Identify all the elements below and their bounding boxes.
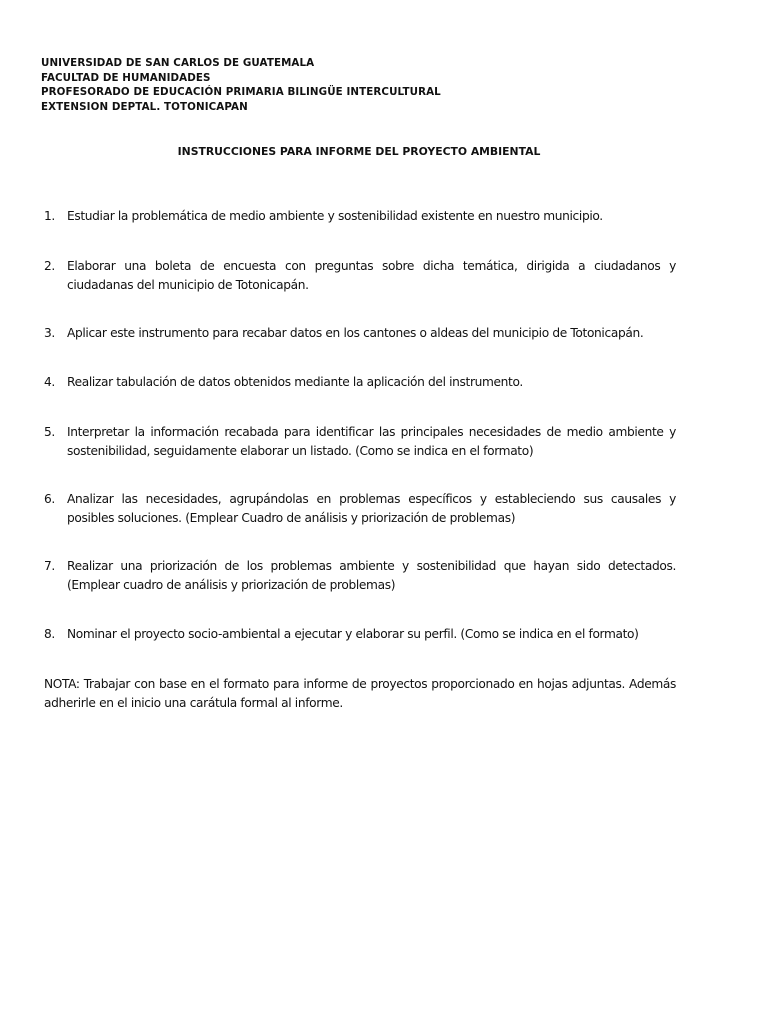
instruction-item-1	[44, 207, 676, 226]
instruction-item-7	[44, 557, 676, 594]
instruction-text: Realizar una priorización de los problemas ambiente y sostenibilidad que hayan sido detectados. (Emplear cuadro de análisis y priorización de problemas)	[67, 559, 676, 592]
instruction-text: Estudiar la problemática de medio ambiente y sostenibilidad existente en nuestro municipio.	[67, 209, 603, 223]
instruction-number: 1.	[44, 209, 55, 223]
instruction-item-8	[44, 625, 676, 644]
instruction-number: 7.	[44, 559, 55, 573]
instruction-item-6	[44, 490, 676, 527]
instruction-item-2	[44, 257, 676, 294]
instruction-text: Analizar las necesidades, agrupándolas en problemas específicos y estableciendo sus causales y posibles soluciones. (Emplear Cuadro de análisis y priorización de problemas)	[67, 492, 676, 525]
header-extension: EXTENSION DEPTAL. TOTONICAPAN	[41, 100, 248, 113]
instruction-number: 8.	[44, 627, 55, 641]
instruction-text: Aplicar este instrumento para recabar datos en los cantones o aldeas del municipio de Totonicapán.	[67, 326, 644, 340]
header-program: PROFESORADO DE EDUCACIÓN PRIMARIA BILINGÜE INTERCULTURAL	[41, 86, 441, 98]
institution-header	[41, 56, 441, 114]
instruction-text: Elaborar una boleta de encuesta con preguntas sobre dicha temática, dirigida a ciudadanos y ciudadanas del municipio de Totonicapán.	[67, 259, 676, 292]
instruction-item-3	[44, 324, 676, 343]
instruction-number: 2.	[44, 259, 55, 273]
instruction-text: Realizar tabulación de datos obtenidos mediante la aplicación del instrumento.	[67, 375, 523, 389]
document-title: INSTRUCCIONES PARA INFORME DEL PROYECTO AMBIENTAL	[177, 145, 541, 158]
instruction-text: Nominar el proyecto socio-ambiental a ejecutar y elaborar su perfil. (Como se indica en el formato)	[67, 627, 639, 641]
instruction-number: 5.	[44, 425, 55, 439]
instruction-item-5	[44, 423, 676, 460]
note-paragraph: NOTA: Trabajar con base en el formato para informe de proyectos proporcionado en hojas adjuntas. Además adherirle en el inicio una carátula formal al informe.	[44, 677, 676, 710]
header-faculty: FACULTAD DE HUMANIDADES	[41, 71, 211, 84]
instruction-text: Interpretar la información recabada para identificar las principales necesidades de medio ambiente y sostenibilidad, seguidamente elaborar un listado. (Como se indica en el formato)	[67, 425, 676, 458]
instruction-number: 6.	[44, 492, 55, 506]
instruction-number: 4.	[44, 375, 55, 389]
instruction-number: 3.	[44, 326, 55, 340]
instruction-item-4	[44, 373, 676, 392]
header-university: UNIVERSIDAD DE SAN CARLOS DE GUATEMALA	[41, 57, 315, 69]
